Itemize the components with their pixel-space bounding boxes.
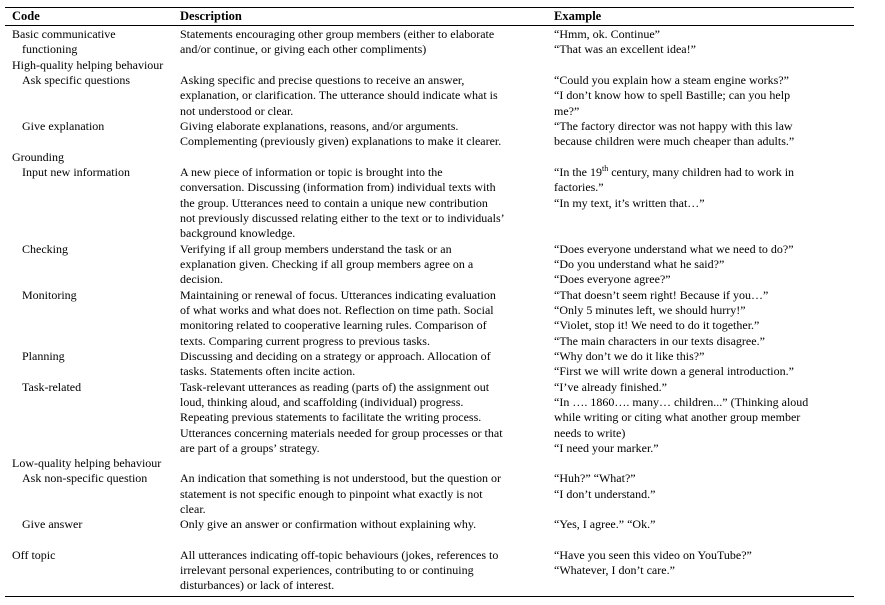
- description-line: Asking specific and precise questions to receive an answer,: [180, 73, 465, 87]
- category-grounding: Grounding: [12, 150, 64, 164]
- description-line: Maintaining or renewal of focus. Utterances indicating evaluation: [180, 288, 496, 302]
- example-line: because children were much cheaper than adults.”: [554, 134, 795, 148]
- description-line: irrelevant personal experiences, contributing to or continuing: [180, 563, 474, 577]
- description-line: are part of a groups’ strategy.: [180, 441, 320, 455]
- example-line: “First we will write down a general introduction.”: [554, 364, 794, 378]
- code-task-related: Task-related: [22, 380, 82, 394]
- description-line: and/or continue, or giving each other compliments): [180, 42, 427, 56]
- table-top-rule: [5, 7, 854, 8]
- example-line: [554, 165, 794, 180]
- code-give-explanation: Give explanation: [22, 119, 105, 133]
- example-line: “I’ve already finished.”: [554, 380, 667, 394]
- description-line: A new piece of information or topic is brought into the: [180, 165, 443, 179]
- code-basic-communicative-line2: functioning: [22, 42, 78, 56]
- example-line: “That doesn’t seem right! Because if you…”: [554, 288, 769, 302]
- category-high-quality: High-quality helping behaviour: [12, 58, 164, 72]
- header-example: Example: [554, 9, 602, 23]
- description-line: Giving elaborate explanations, reasons, and/or arguments.: [180, 119, 459, 133]
- description-line: Task-relevant utterances as reading (parts of) the assignment out: [180, 380, 490, 394]
- description-line: An indication that something is not understood, but the question or: [180, 471, 501, 485]
- example-line: “Hmm, ok. Continue”: [554, 27, 660, 41]
- code-off-topic: Off topic: [12, 548, 56, 562]
- description-line: Verifying if all group members understand the task or an: [180, 242, 452, 256]
- example-line: “I don’t understand.”: [554, 487, 656, 501]
- example-line: “Yes, I agree.” “Ok.”: [554, 517, 656, 531]
- example-line: “The factory director was not happy with this law: [554, 119, 793, 133]
- description-line: All utterances indicating off-topic behaviours (jokes, references to: [180, 548, 499, 562]
- description-line: disturbances) or lack of interest.: [180, 578, 335, 592]
- example-text: “In the 19: [554, 165, 602, 179]
- example-text: century, many children had to work in: [608, 165, 795, 179]
- example-line: “In …. 1860…. many… children...” (Thinking aloud: [554, 395, 809, 409]
- example-line: while writing or citing what another group member: [554, 410, 801, 424]
- description-line: conversation. Discussing (information from) individual texts with: [180, 180, 496, 194]
- description-line: not understood or clear.: [180, 104, 294, 118]
- header-bottom-rule: [5, 25, 854, 26]
- example-line: “Why don’t we do it like this?”: [554, 349, 705, 363]
- description-line: Utterances concerning materials needed for group processes or that: [180, 426, 503, 440]
- description-line: Repeating previous statements to facilitate the writing process.: [180, 410, 482, 424]
- description-line: loud, thinking aloud, and scaffolding (individual) progress.: [180, 395, 464, 409]
- example-line: “Whatever, I don’t care.”: [554, 563, 675, 577]
- example-line: “Only 5 minutes left, we should hurry!”: [554, 303, 746, 317]
- code-give-answer: Give answer: [22, 517, 83, 531]
- description-line: Discussing and deciding on a strategy or approach. Allocation of: [180, 349, 491, 363]
- code-monitoring: Monitoring: [22, 288, 77, 302]
- superscript-th: th: [601, 164, 609, 173]
- description-line: tasks. Statements often incite action.: [180, 364, 356, 378]
- example-line: “That was an excellent idea!”: [554, 42, 696, 56]
- description-line: explanation given. Checking if all group members agree on a: [180, 257, 474, 271]
- description-line: texts. Comparing current progress to previous tasks.: [180, 334, 430, 348]
- code-checking: Checking: [22, 242, 68, 256]
- description-line: clear.: [180, 502, 206, 516]
- code-ask-non-specific-question: Ask non-specific question: [22, 471, 148, 485]
- example-line: “Violet, stop it! We need to do it together.”: [554, 318, 760, 332]
- description-line: of what works and what does not. Reflection on time path. Social: [180, 303, 494, 317]
- description-line: background knowledge.: [180, 226, 296, 240]
- table-bottom-rule: [5, 596, 854, 597]
- example-line: needs to write): [554, 426, 626, 440]
- description-line: explanation, or clarification. The utterance should indicate what is: [180, 88, 498, 102]
- example-line: “Could you explain how a steam engine works?”: [554, 73, 789, 87]
- example-line: factories.”: [554, 180, 604, 194]
- description-line: Complementing (previously given) explanations to make it clearer.: [180, 134, 502, 148]
- example-line: “Have you seen this video on YouTube?”: [554, 548, 752, 562]
- header-code: Code: [12, 9, 40, 23]
- description-line: Statements encouraging other group members (either to elaborate: [180, 27, 495, 41]
- example-line: “Does everyone agree?”: [554, 272, 671, 286]
- category-low-quality: Low-quality helping behaviour: [12, 456, 162, 470]
- example-line: “Huh?” “What?”: [554, 471, 636, 485]
- description-line: not previously discussed relating either to the text or to individuals’: [180, 211, 505, 225]
- code-ask-specific-questions: Ask specific questions: [22, 73, 130, 87]
- code-input-new-information: Input new information: [22, 165, 130, 179]
- description-line: monitoring related to cooperative learning rules. Comparison of: [180, 318, 487, 332]
- example-line: “I need your marker.”: [554, 441, 659, 455]
- example-line: me?”: [554, 104, 580, 118]
- description-line: the group. Utterances need to contain a unique new contribution: [180, 196, 488, 210]
- example-line: “In my text, it’s written that…”: [554, 196, 705, 210]
- description-line: decision.: [180, 272, 223, 286]
- example-line: “Does everyone understand what we need to do?”: [554, 242, 794, 256]
- example-line: “The main characters in our texts disagree.”: [554, 334, 765, 348]
- description-line: Only give an answer or confirmation without explaining why.: [180, 517, 477, 531]
- example-line: “I don’t know how to spell Bastille; can you help: [554, 88, 791, 102]
- code-planning: Planning: [22, 349, 65, 363]
- header-description: Description: [180, 9, 242, 23]
- description-line: statement is not specific enough to pinpoint what exactly is not: [180, 487, 483, 501]
- code-basic-communicative: Basic communicative: [12, 27, 116, 41]
- example-line: “Do you understand what he said?”: [554, 257, 725, 271]
